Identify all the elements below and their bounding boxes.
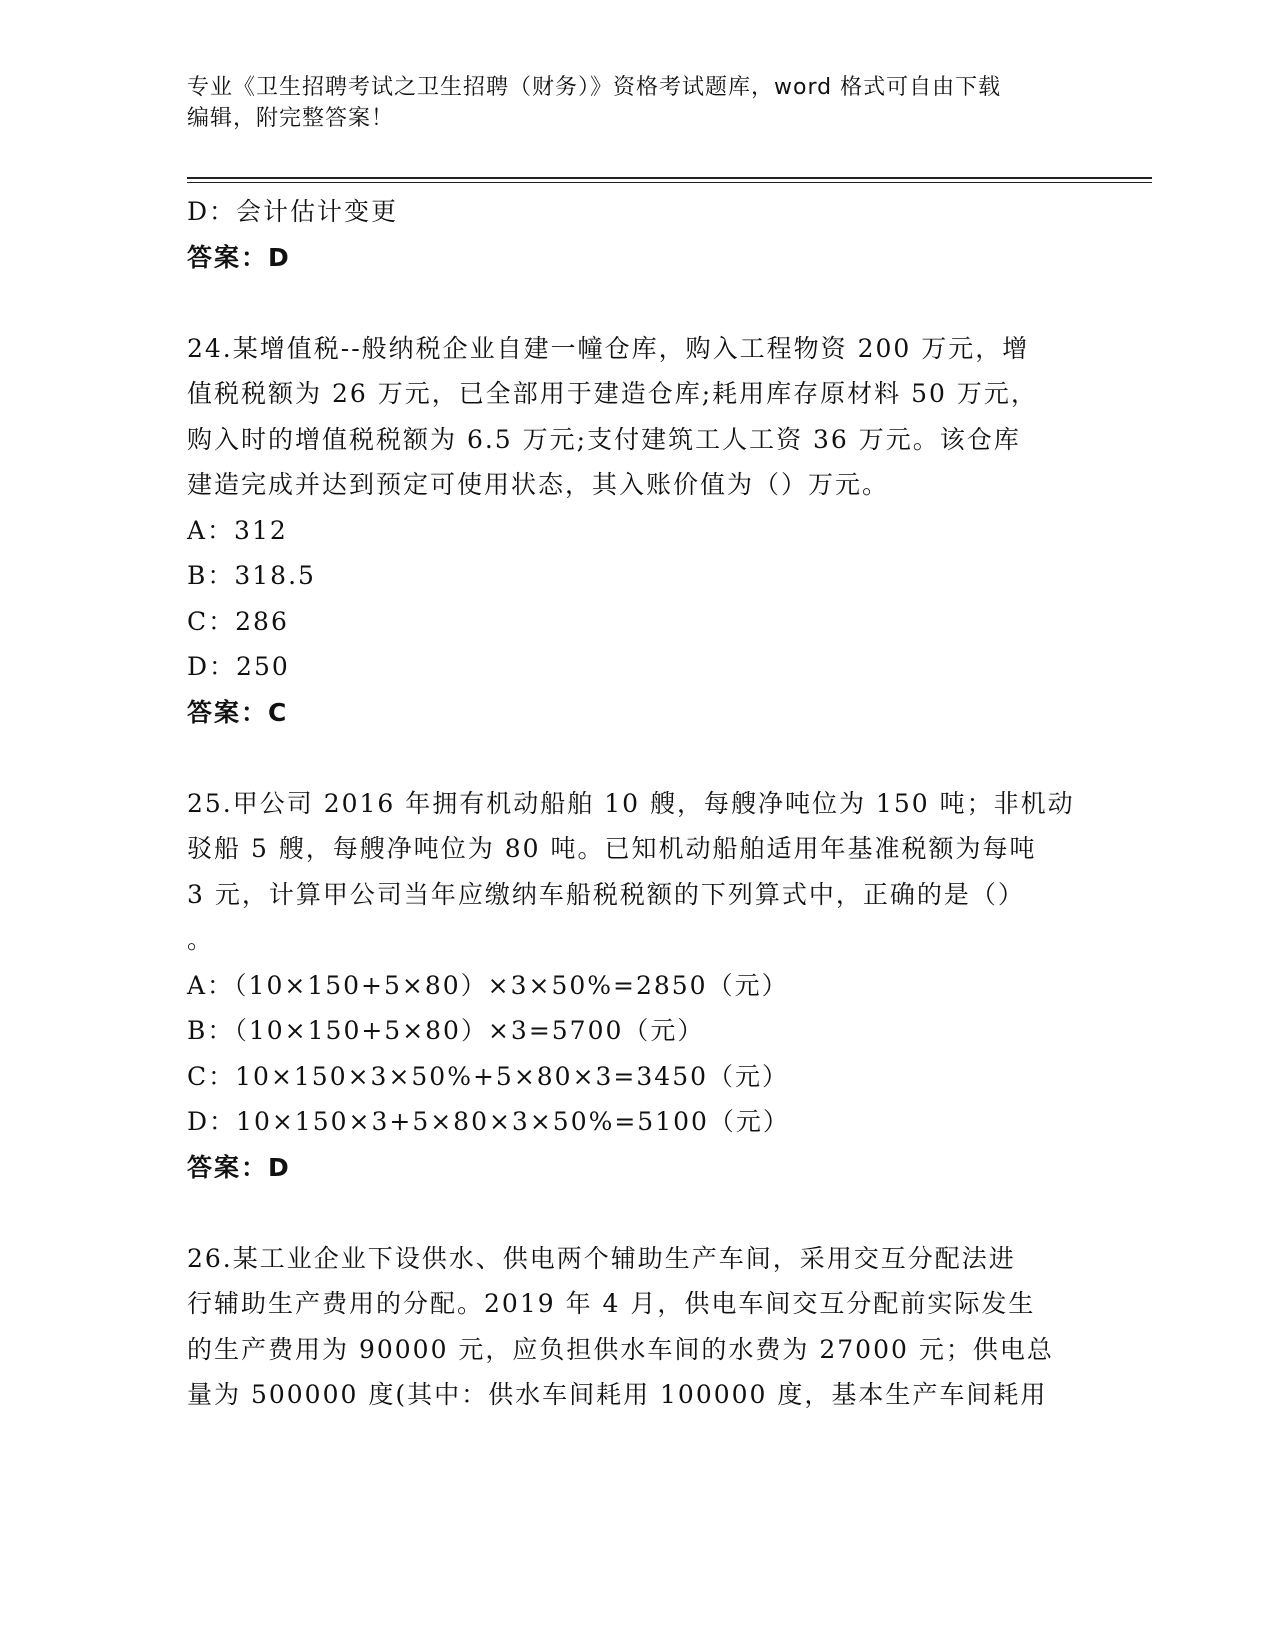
question-text-line: 25.甲公司 2016 年拥有机动船舶 10 艘，每艘净吨位为 150 吨；非机动 — [187, 788, 1075, 818]
previous-question-tail — [187, 189, 1087, 280]
header-line-2: 编辑，附完整答案！ — [187, 106, 395, 131]
spacer — [187, 280, 1087, 326]
option-a: A：312 — [187, 515, 288, 545]
spacer — [187, 1190, 1087, 1236]
question-text-line: 驳船 5 艘，每艘净吨位为 80 吨。已知机动船舶适用年基准税额为每吨 — [187, 834, 1037, 863]
option-d: D：250 — [187, 652, 290, 681]
question-text-line: 建造完成并达到预定可使用状态，其入账价值为（）万元。 — [187, 470, 890, 499]
option-c: C：10×150×3×50%+5×80×3=3450（元） — [187, 1061, 790, 1091]
question-text-line: 值税税额为 26 万元，已全部用于建造仓库;耗用库存原材料 50 万元， — [187, 379, 1038, 408]
document-header — [187, 72, 1067, 134]
option-c: C：286 — [187, 606, 289, 636]
answer-line: 答案：C — [187, 697, 289, 727]
header-divider-thin — [187, 182, 1152, 183]
option-b: B：318.5 — [187, 561, 316, 590]
option-d: D：10×150×3+5×80×3×50%=5100（元） — [187, 1107, 790, 1136]
question-text-line: 3 元，计算甲公司当年应缴纳车船税税额的下列算式中，正确的是（） — [187, 879, 1025, 909]
question-text-line: 。 — [187, 925, 215, 954]
question-text-line: 的生产费用为 90000 元，应负担供水车间的水费为 27000 元；供电总 — [187, 1334, 1054, 1364]
question-text-line: 购入时的增值税税额为 6.5 万元;支付建筑工人工资 36 万元。该仓库 — [187, 424, 1021, 454]
question-text-line: 行辅助生产费用的分配。2019 年 4 月，供电车间交互分配前实际发生 — [187, 1289, 1036, 1318]
spacer — [187, 735, 1087, 781]
question-25 — [187, 781, 1087, 1191]
header-divider-thick — [187, 177, 1152, 179]
question-26 — [187, 1236, 1087, 1418]
answer-line: 答案：D — [187, 1152, 291, 1182]
question-content — [187, 189, 1087, 1418]
question-text-line: 量为 500000 度(其中：供水车间耗用 100000 度，基本生产车间耗用 — [187, 1380, 1048, 1409]
question-text-line: 24.某增值税--般纳税企业自建一幢仓库，购入工程物资 200 万元，增 — [187, 333, 1030, 363]
option-d: D：会计估计变更 — [187, 197, 399, 226]
option-b: B：（10×150+5×80）×3=5700（元） — [187, 1016, 705, 1045]
answer-line: 答案：D — [187, 242, 291, 272]
question-24 — [187, 326, 1087, 736]
header-line-1: 专业《卫生招聘考试之卫生招聘（财务）》资格考试题库，word 格式可自由下载 — [187, 75, 1002, 100]
option-a: A：（10×150+5×80）×3×50%=2850（元） — [187, 970, 789, 1000]
question-text-line: 26.某工业企业下设供水、供电两个辅助生产车间，采用交互分配法进 — [187, 1243, 1016, 1273]
